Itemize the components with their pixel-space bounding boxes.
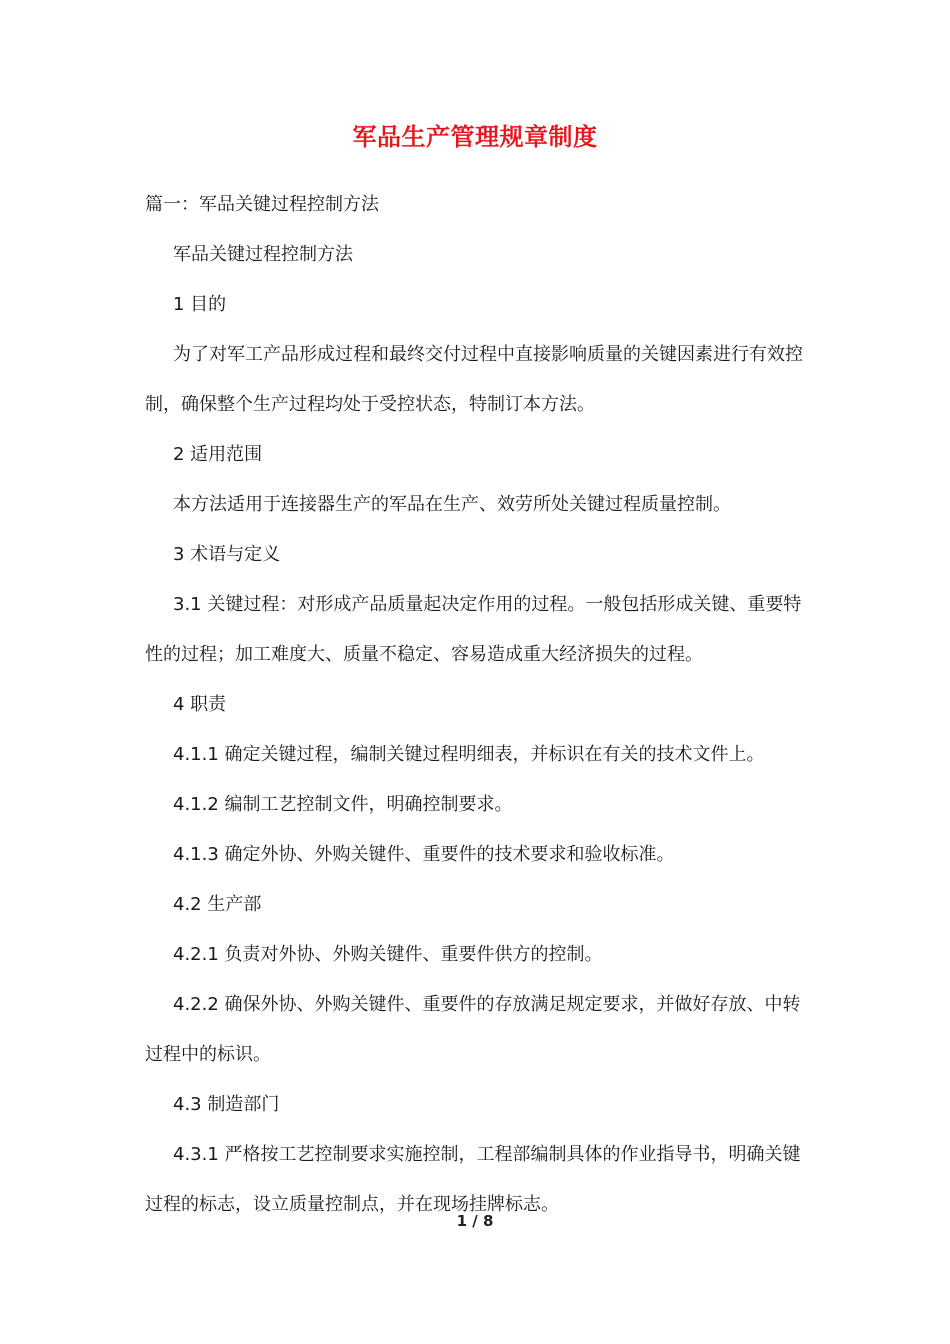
- clause-heading: 1 目的: [173, 294, 227, 315]
- paragraph: 4.1.2 编制工艺控制文件，明确控制要求。: [173, 794, 513, 815]
- document-body: [145, 180, 807, 1230]
- paragraph: 本方法适用于连接器生产的军品在生产、效劳所处关键过程质量控制。: [173, 494, 731, 515]
- clause-heading: 2 适用范围: [173, 444, 263, 465]
- clause-heading: 4.3 制造部门: [173, 1094, 280, 1115]
- clause-heading: 4.2 生产部: [173, 894, 262, 915]
- paragraph: 4.3.1 严格按工艺控制要求实施控制，工程部编制具体的作业指导书，明确关键过程的标志，设立质量控制点，并在现场挂牌标志。: [145, 1144, 801, 1215]
- paragraph: 为了对军工产品形成过程和最终交付过程中直接影响质量的关键因素进行有效控制，确保整个生产过程均处于受控状态，特制订本方法。: [145, 344, 803, 415]
- paragraph: 4.1.1 确定关键过程，编制关键过程明细表，并标识在有关的技术文件上。: [173, 744, 765, 765]
- paragraph: 4.1.3 确定外协、外购关键件、重要件的技术要求和验收标准。: [173, 844, 675, 865]
- paragraph: 4.2.2 确保外协、外购关键件、重要件的存放满足规定要求，并做好存放、中转过程中的标识。: [145, 994, 801, 1065]
- paragraph: 3.1 关键过程：对形成产品质量起决定作用的过程。一般包括形成关键、重要特性的过程；加工难度大、质量不稳定、容易造成重大经济损失的过程。: [145, 594, 802, 665]
- paragraph: 4.2.1 负责对外协、外购关键件、重要件供方的控制。: [173, 944, 603, 965]
- page-indicator: 1 / 8: [456, 1212, 494, 1230]
- section-heading: 篇一：军品关键过程控制方法: [145, 194, 379, 215]
- clause-heading: 4 职责: [173, 694, 227, 715]
- document-title: 军品生产管理规章制度: [352, 123, 598, 151]
- subsection-title: 军品关键过程控制方法: [173, 244, 353, 265]
- clause-heading: 3 术语与定义: [173, 544, 281, 565]
